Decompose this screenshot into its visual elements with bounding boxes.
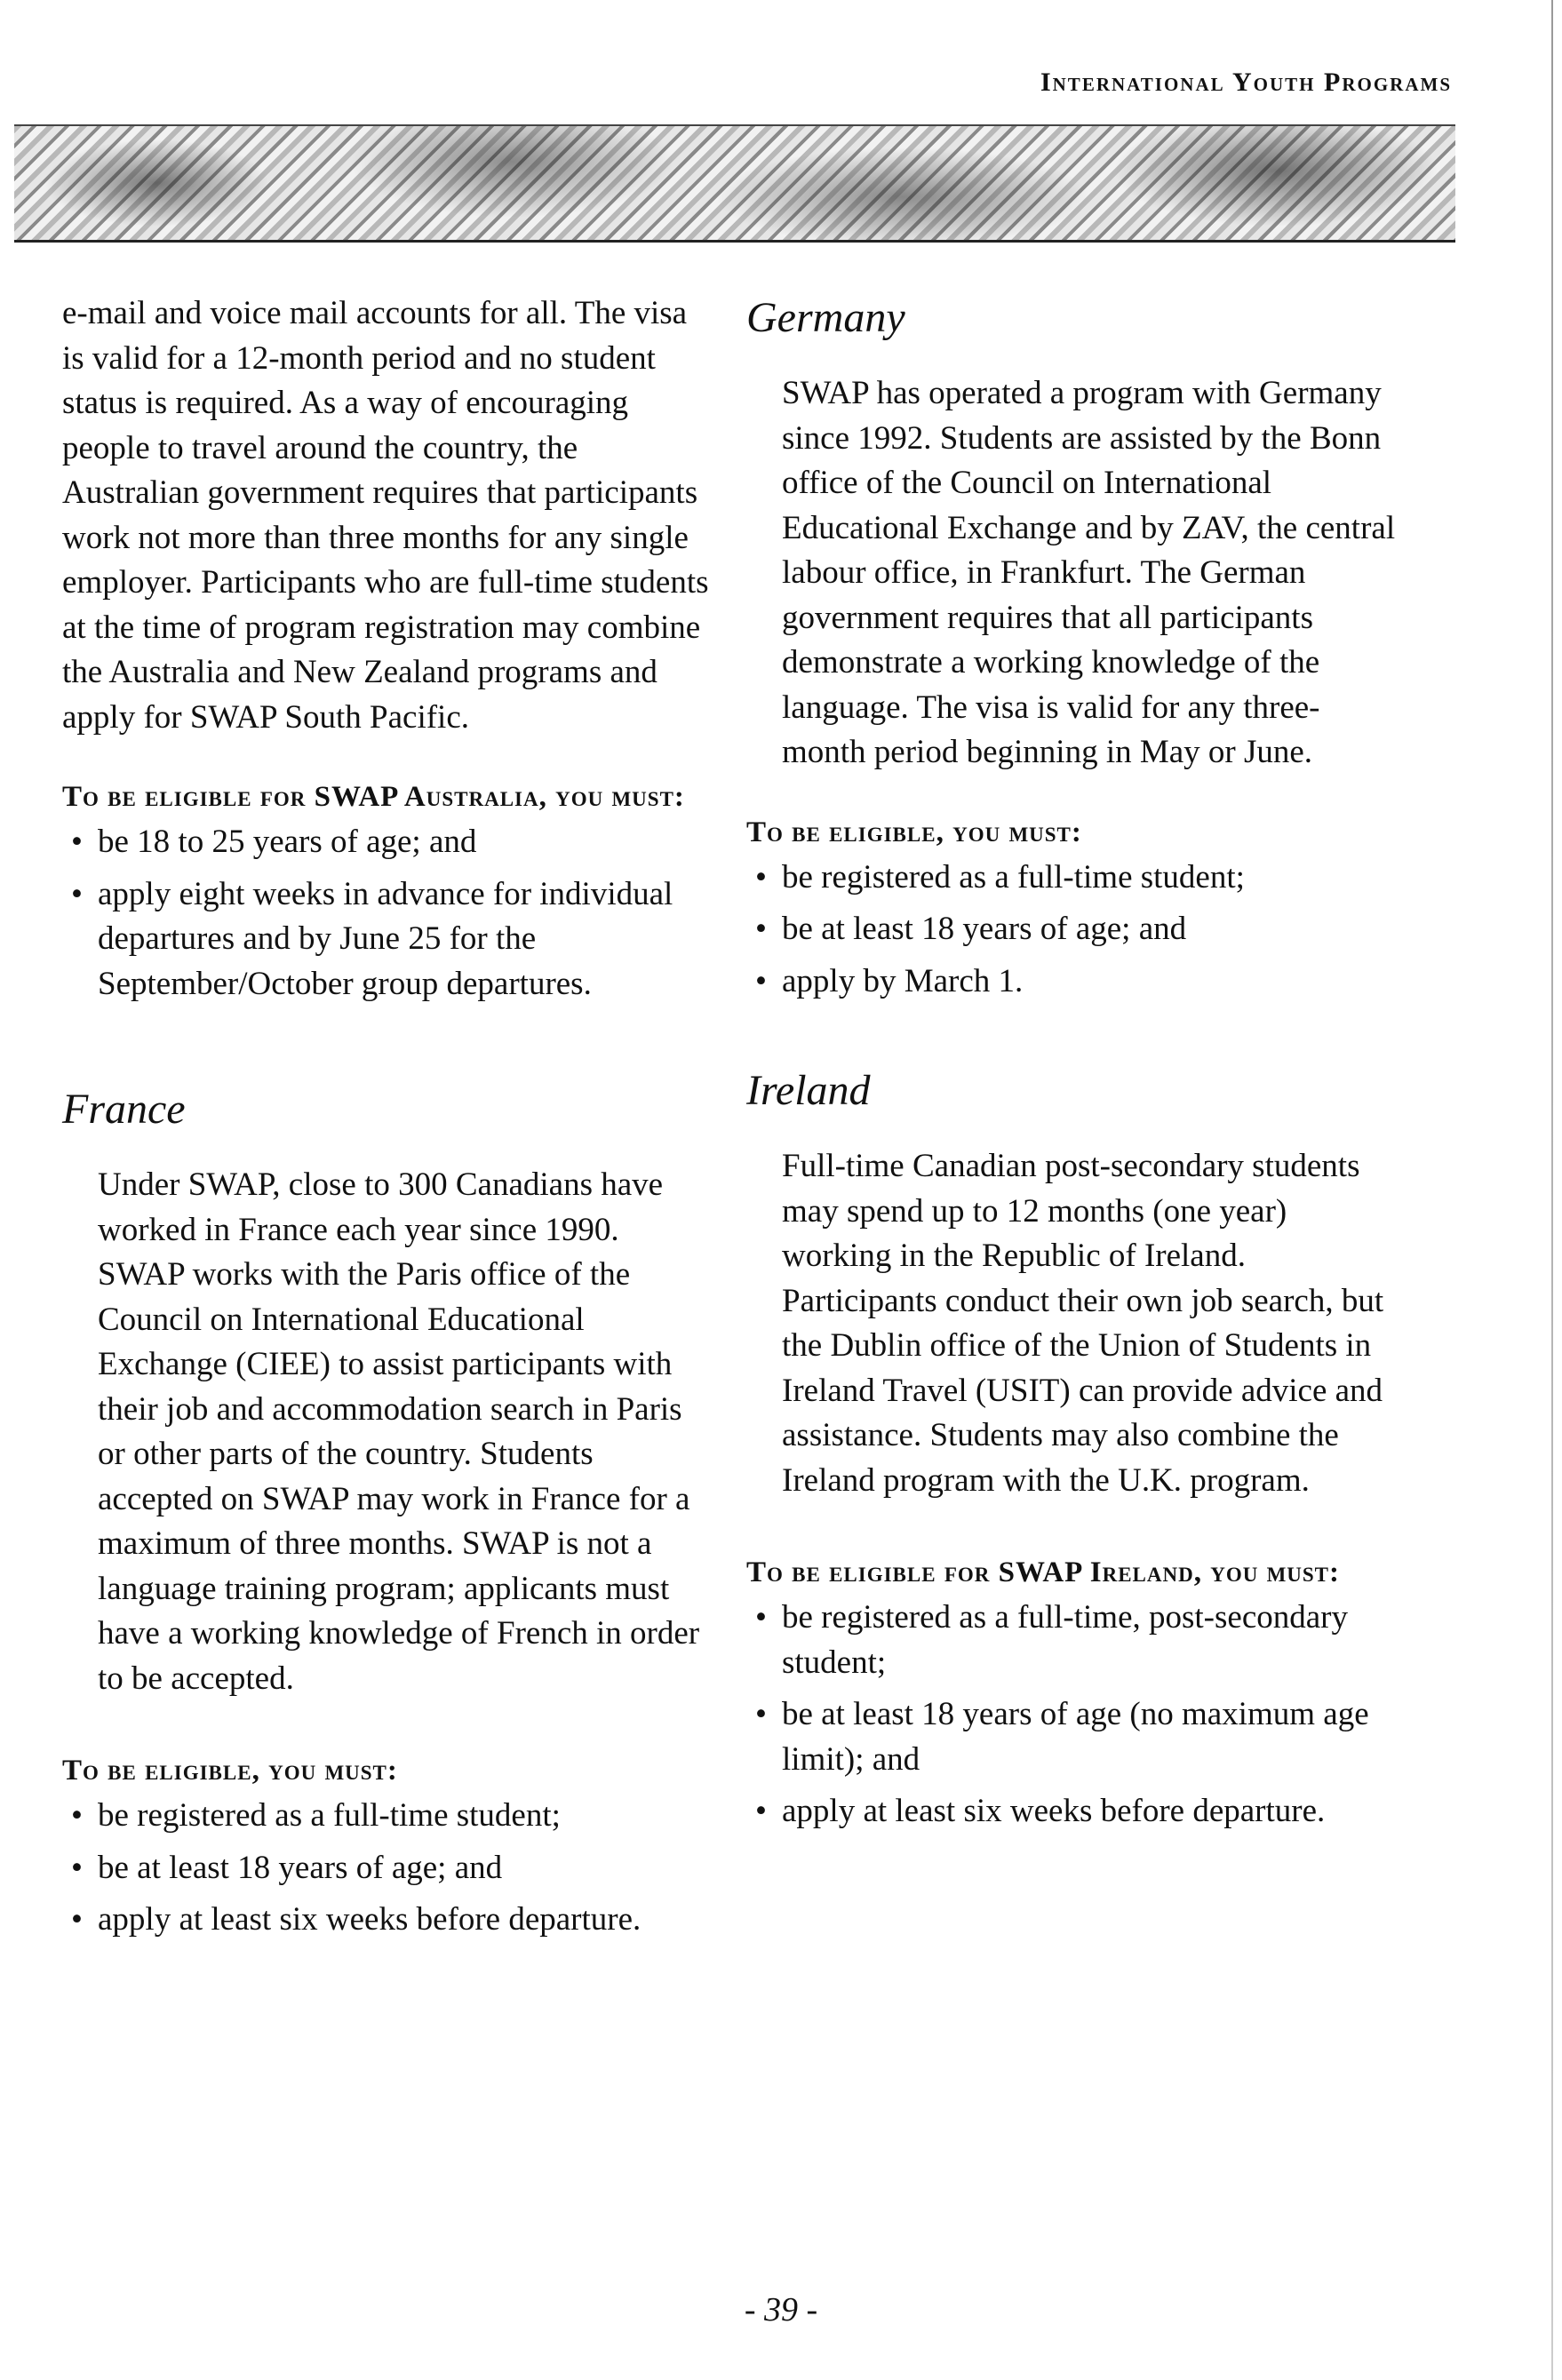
australia-eligibility-heading: To be eligible for SWAP Australia, you must: <box>62 781 685 813</box>
running-header: International Youth Programs <box>1040 68 1452 97</box>
france-section-title: France <box>62 1086 186 1133</box>
list-item: • apply by March 1. <box>746 959 1404 1005</box>
list-item: • apply eight weeks in advance for individual departures and by June 25 for the September/October group departures. <box>62 872 711 1007</box>
ireland-paragraph: Full-time Canadian post-secondary students may spend up to 12 months (one year) working in the Republic of Ireland. Participants conduct their own job search, but the Dublin office of the Union of Students in Ireland Travel (USIT) can provide advice and assistance. Students may also combine the Ireland program with the U.K. program. <box>782 1148 1384 1499</box>
left-column <box>62 291 711 1950</box>
list-item: • apply at least six weeks before departure. <box>746 1789 1404 1835</box>
decorative-banner-image <box>14 124 1455 243</box>
france-paragraph: Under SWAP, close to 300 Canadians have worked in France each year since 1990. SWAP works with the Paris office of the Council on International Educational Exchange (CIEE) to assist participants with their job and accommodation search in Paris or other parts of the country. Students accepted on SWAP may work in France for a maximum of three months. SWAP is not a language training program; applicants must have a working knowledge of French in order to be accepted. <box>98 1166 700 1697</box>
germany-paragraph: SWAP has operated a program with Germany since 1992. Students are assisted by the Bonn office of the Council on International Educational Exchange and by ZAV, the central labour office, in Frankfurt. The German government requires that all participants demonstrate a working knowledge of the language. The visa is valid for any three-month period beginning in May or June. <box>782 375 1396 770</box>
page-edge-rule <box>1551 0 1553 2380</box>
ireland-section-title: Ireland <box>746 1067 871 1114</box>
france-eligibility-heading: To be eligible, you must: <box>62 1755 398 1787</box>
australia-eligibility-list <box>62 820 711 1007</box>
list-item: • be 18 to 25 years of age; and <box>62 820 711 865</box>
ireland-eligibility-list <box>746 1596 1404 1835</box>
australia-continued-paragraph: e-mail and voice mail accounts for all. The visa is valid for a 12-month period and no student status is required. As a way of encouraging people to travel around the country, the Australian government requires that participants work not more than three months for any single employer. Participants who are full-time students at the time of program registration may combine the Australia and New Zealand programs and apply for SWAP South Pacific. <box>62 295 709 736</box>
list-item: • be at least 18 years of age; and <box>62 1846 711 1891</box>
list-item: • be registered as a full-time, post-secondary student; <box>746 1596 1404 1685</box>
list-item: • be registered as a full-time student; <box>746 856 1404 901</box>
germany-eligibility-heading: To be eligible, you must: <box>746 816 1082 848</box>
page-number: - 39 - <box>744 2291 818 2328</box>
list-item: • apply at least six weeks before departure. <box>62 1898 711 1943</box>
list-item: • be at least 18 years of age; and <box>746 907 1404 952</box>
ireland-eligibility-heading: To be eligible for SWAP Ireland, you must: <box>746 1556 1341 1588</box>
list-item: • be at least 18 years of age (no maximum age limit); and <box>746 1692 1404 1782</box>
list-item: • be registered as a full-time student; <box>62 1794 711 1839</box>
right-column <box>746 291 1404 1842</box>
germany-eligibility-list <box>746 856 1404 1005</box>
france-eligibility-list <box>62 1794 711 1943</box>
germany-section-title: Germany <box>746 294 905 341</box>
